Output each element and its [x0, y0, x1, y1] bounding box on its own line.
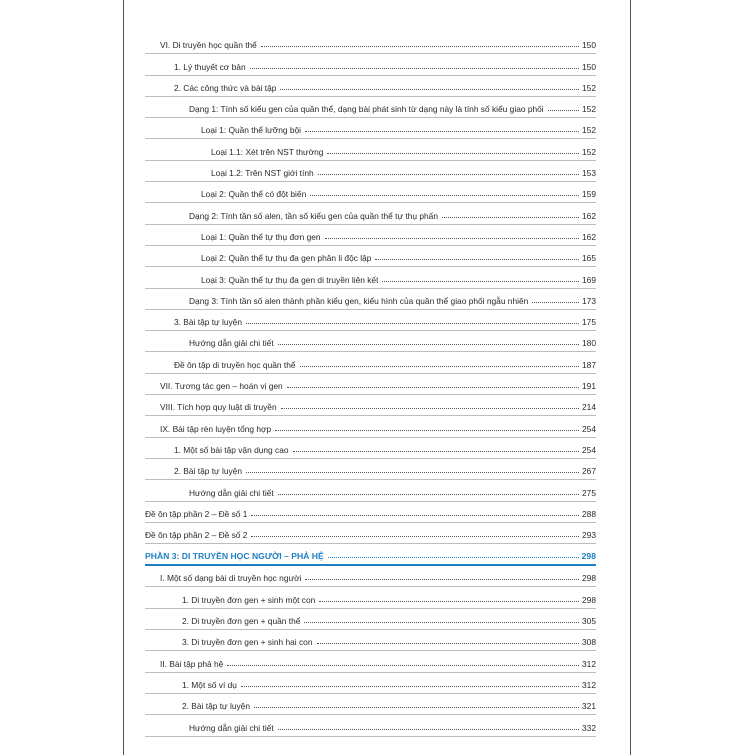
- toc-row: [145, 161, 596, 182]
- toc-row: [145, 587, 596, 608]
- part-title: PHẦN 3: DI TRUYỀN HỌC NGƯỜI – PHẢ HỆ: [145, 551, 324, 562]
- toc-row: [145, 502, 596, 523]
- toc-label: Loại 2: Quần thể có đột biến: [201, 189, 307, 200]
- toc-page-number: 214: [582, 402, 596, 413]
- toc-page-number: 180: [582, 338, 596, 349]
- table-of-contents: [145, 33, 596, 737]
- toc-row: [145, 33, 596, 54]
- dot-leader: [375, 258, 579, 260]
- toc-row: [145, 609, 596, 630]
- dot-leader: [318, 173, 579, 175]
- toc-label: Loại 1.1: Xét trên NST thường: [211, 146, 324, 157]
- toc-label: Dạng 1: Tính số kiểu gen của quần thể, dạng bài phát sinh từ dạng này là tính số kiểu giao phối: [189, 104, 544, 115]
- toc-label: VII. Tương tác gen – hoán vị gen: [160, 381, 283, 392]
- toc-page-number: 312: [582, 679, 596, 690]
- toc-page-number: 159: [582, 189, 596, 200]
- toc-row: [145, 374, 596, 395]
- dot-leader: [328, 556, 579, 558]
- toc-label: VIII. Tích hợp quy luật di truyền: [160, 402, 277, 413]
- toc-row: [145, 459, 596, 480]
- toc-page-number: 298: [581, 551, 596, 562]
- dot-leader: [319, 600, 579, 602]
- toc-row: [145, 289, 596, 310]
- dot-leader: [317, 642, 580, 644]
- toc-row: [145, 694, 596, 715]
- dot-leader: [275, 429, 579, 431]
- toc-page-number: 152: [582, 104, 596, 115]
- toc-label: 1. Di truyền đơn gen + sinh một con: [182, 594, 316, 605]
- toc-page-number: 169: [582, 274, 596, 285]
- toc-row: [145, 715, 596, 736]
- toc-label: Dạng 2: Tính tần số alen, tần số kiểu gen của quần thể tự thụ phấn: [189, 210, 438, 221]
- toc-label: Đề ôn tập phần 2 – Đề số 1: [145, 508, 248, 519]
- toc-page-number: 312: [582, 658, 596, 669]
- dot-leader: [246, 471, 579, 473]
- toc-row: [145, 673, 596, 694]
- toc-row: [145, 352, 596, 373]
- toc-page-number: 305: [582, 616, 596, 627]
- dot-leader: [442, 216, 579, 218]
- toc-label: 2. Bài tập tự luyện: [174, 466, 242, 477]
- toc-page-number: 152: [582, 82, 596, 93]
- toc-label: Hướng dẫn giải chi tiết: [189, 722, 274, 733]
- toc-label: 3. Di truyền đơn gen + sinh hai con: [182, 637, 313, 648]
- toc-label: Hướng dẫn giải chi tiết: [189, 338, 274, 349]
- toc-label: II. Bài tập phả hệ: [160, 658, 224, 669]
- toc-row: [145, 225, 596, 246]
- dot-leader: [280, 88, 579, 90]
- toc-page-number: 165: [582, 253, 596, 264]
- dot-leader: [293, 450, 579, 452]
- toc-label: Loại 1.2: Trên NST giới tính: [211, 168, 314, 179]
- toc-label: Đề ôn tập di truyền học quần thể: [174, 359, 296, 370]
- dot-leader: [305, 578, 579, 580]
- toc-row: [145, 523, 596, 544]
- toc-row: [145, 438, 596, 459]
- toc-page-number: 152: [582, 146, 596, 157]
- toc-label: Loại 2: Quần thể tự thụ đa gen phân li độc lập: [201, 253, 372, 264]
- toc-page-number: 162: [582, 231, 596, 242]
- toc-page-number: 254: [582, 423, 596, 434]
- toc-label: Dạng 3: Tính tần số alen thành phần kiểu gen, kiểu hình của quần thể giao phối ngẫu nhiên: [189, 295, 529, 306]
- toc-row: [145, 139, 596, 160]
- toc-row: [145, 267, 596, 288]
- dot-leader: [246, 322, 579, 324]
- dot-leader: [310, 194, 579, 196]
- toc-label: 3. Bài tập tự luyện: [174, 317, 242, 328]
- toc-page-number: 288: [582, 508, 596, 519]
- toc-page-number: 162: [582, 210, 596, 221]
- dot-leader: [254, 706, 579, 708]
- toc-row: [145, 480, 596, 501]
- toc-row: [145, 630, 596, 651]
- toc-label: Loại 1: Quần thể tự thụ đơn gen: [201, 231, 321, 242]
- toc-label: IX. Bài tập rèn luyện tổng hợp: [160, 423, 272, 434]
- dot-leader: [261, 45, 579, 47]
- toc-row: [145, 395, 596, 416]
- toc-label: 2. Các công thức và bài tập: [174, 82, 277, 93]
- dot-leader: [327, 152, 579, 154]
- toc-row: [145, 97, 596, 118]
- toc-page-number: 175: [582, 317, 596, 328]
- toc-page-number: 321: [582, 701, 596, 712]
- toc-page-number: 152: [582, 125, 596, 136]
- toc-label: I. Một số dạng bài di truyền học người: [160, 573, 302, 584]
- toc-row: [145, 54, 596, 75]
- toc-page-number: 332: [582, 722, 596, 733]
- toc-page-number: 298: [582, 594, 596, 605]
- toc-page-number: 298: [582, 573, 596, 584]
- dot-leader: [532, 301, 579, 303]
- toc-page-number: 293: [582, 530, 596, 541]
- toc-page-number: 150: [582, 61, 596, 72]
- toc-row: [145, 651, 596, 672]
- toc-page-number: 308: [582, 637, 596, 648]
- toc-label: Đề ôn tập phần 2 – Đề số 2: [145, 530, 248, 541]
- toc-label: 2. Bài tập tự luyện: [182, 701, 250, 712]
- toc-page-number: 187: [582, 359, 596, 370]
- toc-page-number: 254: [582, 444, 596, 455]
- dot-leader: [250, 67, 579, 69]
- dot-leader: [251, 535, 579, 537]
- toc-label: Loại 3: Quần thể tự thụ đa gen di truyền liên kết: [201, 274, 379, 285]
- dot-leader: [305, 130, 579, 132]
- toc-row: [145, 331, 596, 352]
- toc-page-number: 191: [582, 381, 596, 392]
- toc-label: VI. Di truyền học quần thể: [160, 40, 257, 51]
- dot-leader: [382, 280, 579, 282]
- toc-page-number: 153: [582, 168, 596, 179]
- toc-label: Hướng dẫn giải chi tiết: [189, 487, 274, 498]
- dot-leader: [325, 237, 579, 239]
- toc-page-number: 173: [582, 295, 596, 306]
- toc-page-number: 275: [582, 487, 596, 498]
- toc-label: 1. Một số bài tập vận dụng cao: [174, 444, 289, 455]
- toc-row: [145, 246, 596, 267]
- dot-leader: [300, 365, 579, 367]
- toc-label: 1. Một số ví dụ: [182, 679, 237, 690]
- toc-row: [145, 416, 596, 437]
- dot-leader: [287, 386, 579, 388]
- dot-leader: [227, 664, 579, 666]
- toc-label: Loại 1: Quần thể lưỡng bội: [201, 125, 302, 136]
- toc-page-number: 150: [582, 40, 596, 51]
- toc-row: [145, 203, 596, 224]
- toc-row: [145, 118, 596, 139]
- toc-label: 1. Lý thuyết cơ bản: [174, 61, 246, 72]
- dot-leader: [241, 685, 579, 687]
- dot-leader: [278, 493, 579, 495]
- dot-leader: [278, 728, 579, 730]
- dot-leader: [304, 621, 579, 623]
- toc-part-heading: [145, 544, 596, 566]
- dot-leader: [278, 343, 579, 345]
- toc-row: [145, 566, 596, 587]
- toc-row: [145, 182, 596, 203]
- toc-row: [145, 76, 596, 97]
- toc-row: [145, 310, 596, 331]
- dot-leader: [251, 514, 579, 516]
- dot-leader: [281, 407, 579, 409]
- toc-label: 2. Di truyền đơn gen + quần thể: [182, 616, 301, 627]
- dot-leader: [548, 109, 579, 111]
- toc-page-number: 267: [582, 466, 596, 477]
